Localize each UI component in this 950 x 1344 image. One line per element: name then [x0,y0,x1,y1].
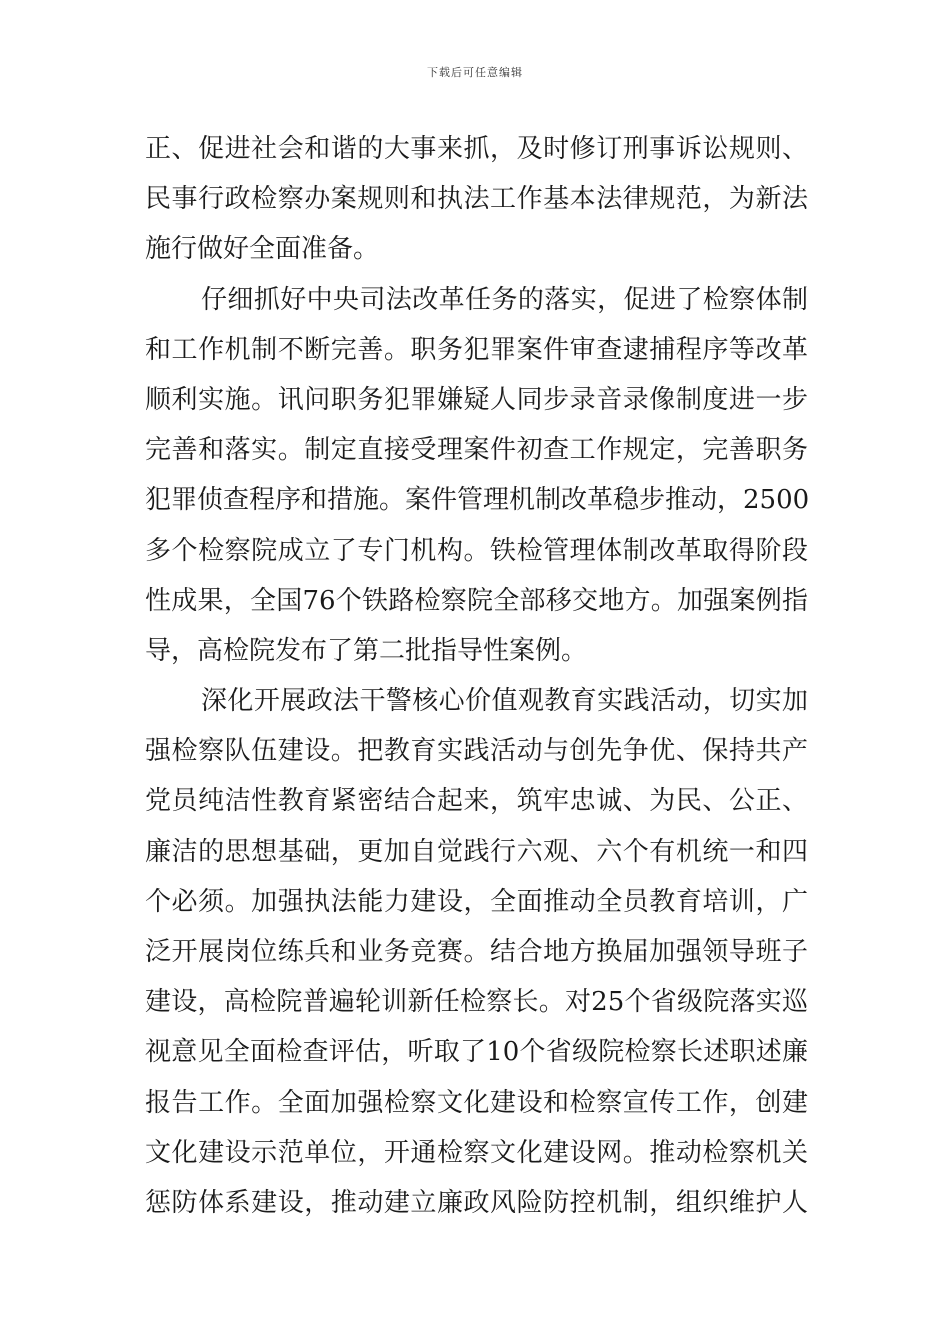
text-line: 和工作机制不断完善。职务犯罪案件审查逮捕程序等改革 [145,334,808,365]
text-line: 民事行政检察办案规则和执法工作基本法律规范，为新法 [145,184,808,215]
text-line: 导，高检院发布了第二批指导性案例。 [145,635,588,666]
paragraph-first-line: 深化开展政法干警核心价值观教育实践活动，切实加 [201,686,808,717]
text-line: 多个检察院成立了专门机构。铁检管理体制改革取得阶段 [145,535,808,566]
text-line: 犯罪侦查程序和措施。案件管理机制改革稳步推动，2500 [145,485,810,516]
text-line: 廉洁的思想基础，更加自觉践行六观、六个有机统一和四 [145,836,808,867]
text-line: 报告工作。全面加强检察文化建设和检察宣传工作，创建 [145,1087,808,1118]
text-line: 党员纯洁性教育紧密结合起来，筑牢忠诚、为民、公正、 [145,786,808,817]
paragraph-first-line: 仔细抓好中央司法改革任务的落实，促进了检察体制 [201,284,808,315]
page-header-note: 下载后可任意编辑 [427,66,523,79]
text-line: 建设，高检院普遍轮训新任检察长。对25个省级院落实巡 [145,987,808,1018]
text-line: 完善和落实。制定直接受理案件初查工作规定，完善职务 [145,435,808,466]
text-line: 施行做好全面准备。 [145,234,380,265]
text-line: 个必须。加强执法能力建设，全面推动全员教育培训，广 [145,886,808,917]
text-line: 惩防体系建设，推动建立廉政风险防控机制，组织维护人 [145,1187,808,1218]
text-line: 强检察队伍建设。把教育实践活动与创先争优、保持共产 [145,736,808,767]
text-line: 性成果，全国76个铁路检察院全部移交地方。加强案例指 [145,585,808,616]
text-line: 文化建设示范单位，开通检察文化建设网。推动检察机关 [145,1137,808,1168]
text-line: 正、促进社会和谐的大事来抓，及时修订刑事诉讼规则、 [145,134,808,164]
text-line: 泛开展岗位练兵和业务竞赛。结合地方换届加强领导班子 [145,937,808,967]
text-line: 视意见全面检查评估，听取了10个省级院检察长述职述廉 [145,1037,808,1068]
document-body [145,124,808,1228]
text-line: 顺利实施。讯问职务犯罪嫌疑人同步录音录像制度进一步 [145,384,808,415]
